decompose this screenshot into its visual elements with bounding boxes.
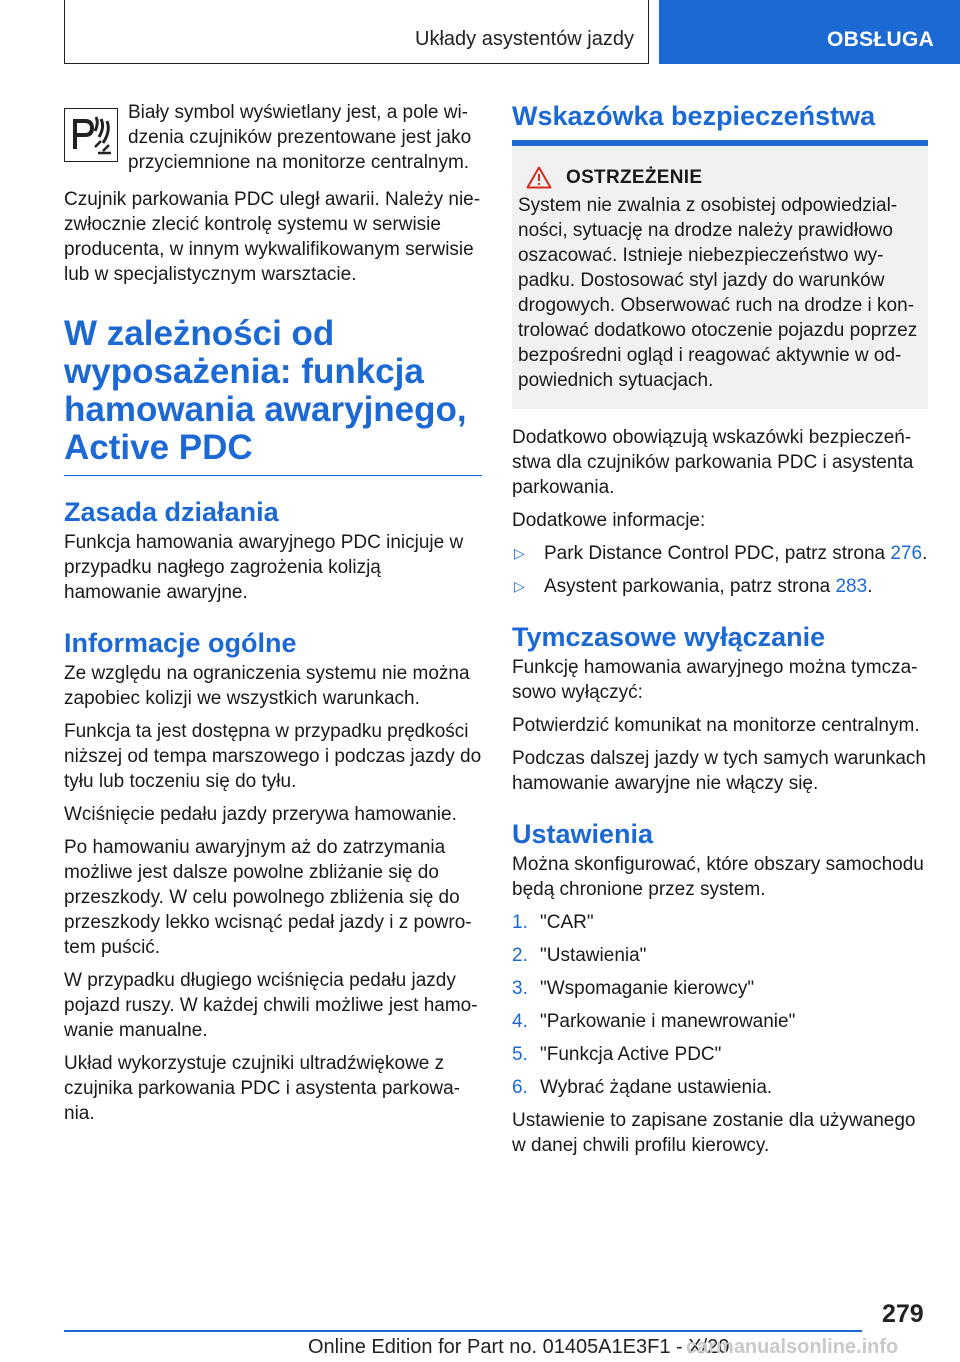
pdc-sensor-icon (64, 108, 118, 162)
step-item: 4. "Parkowanie i manewrowanie" (512, 1011, 796, 1032)
fault-paragraph: Czujnik parkowania PDC uległ awarii. Należy nie-zwłocznie zlecić kontrolę systemu w serwisie producenta, w innym wykwalifikowanym serwisie lub w specjalistycznym warsztacie. (64, 189, 481, 285)
pdc-symbol-text: Biały symbol wyświetlany jest, a pole wi-dzenia czujników prezentowane jest jako przyciemnione na monitorze centralnym. (128, 102, 472, 173)
watermark: carmanualsonline.info (686, 1336, 899, 1358)
heading-principle: Zasada działania (64, 497, 279, 527)
list-item: ▷ Asystent parkowania, patrz strona 283. (514, 576, 873, 597)
general-paragraph-1: Ze względu na ograniczenia systemu nie można zapobiec kolizji we wszystkich warunkach. (64, 663, 470, 709)
warning-label: OSTRZEŻENIE (566, 166, 703, 188)
right-column (512, 100, 928, 1166)
step-item: 2. "Ustawienia" (512, 945, 647, 966)
left-column (64, 100, 482, 1134)
footer-edition: Online Edition for Part no. 01405A1E3F1 - X/20 (308, 1336, 730, 1358)
header-box (64, 0, 649, 64)
step-item: 1. "CAR" (512, 912, 594, 933)
main-heading: W zależności od wyposażenia: funkcja hamowania awaryjnego, Active PDC (64, 315, 482, 476)
additional-info-label: Dodatkowe informacje: (512, 510, 706, 531)
heading-temporary-off: Tymczasowe wyłączanie (512, 622, 826, 652)
section-title: Układy asystentów jazdy (415, 28, 634, 50)
step-item: 3. "Wspomaganie kierowcy" (512, 978, 755, 999)
extra-safety-paragraph: Dodatkowo obowiązują wskazówki bezpieczeń-stwa dla czujników parkowania PDC i asystenta parkowania. (512, 427, 914, 498)
list-item: ▷ Park Distance Control PDC, patrz strona 276. (514, 543, 928, 564)
step-item: 5. "Funkcja Active PDC" (512, 1044, 722, 1065)
warning-text: System nie zwalnia z osobistej odpowiedzial-ności, sytuację na drodze należy prawidłowo oszacować. Istnieje niebezpieczeństwo wy-padku. Dostosować styl jazdy do warunków drogowych. Obserwować ruch na drodze i kon-trolować dodatkowo otoczenie pojazdu poprzez bezpośredni ogląd i reagować aktywnie w od-powiednich sytuacjach. (518, 195, 918, 391)
temp-paragraph-1: Funkcję hamowania awaryjnego można tymcza-sowo wyłączyć: (512, 657, 918, 703)
triangle-bullet-icon: ▷ (514, 545, 525, 561)
step-item: 6. Wybrać żądane ustawienia. (512, 1077, 773, 1098)
heading-safety: Wskazówka bezpieczeństwa (512, 100, 928, 146)
general-paragraph-5: W przypadku długiego wciśnięcia pedału jazdy pojazd ruszy. W każdej chwili możliwe jest hamo-wanie manualne. (64, 970, 478, 1041)
general-paragraph-2: Funkcja ta jest dostępna w przypadku prędkości niższej od tempa marszowego i podczas jazdy do tyłu lub toczeniu się do tyłu. (64, 721, 482, 792)
section-tab-label: OBSŁUGA (827, 28, 935, 51)
settings-paragraph: Można skonfigurować, które obszary samochodu będą chronione przez system. (512, 854, 924, 900)
settings-final-paragraph: Ustawienie to zapisane zostanie dla używanego w danej chwili profilu kierowcy. (512, 1110, 916, 1156)
temp-paragraph-2: Potwierdzić komunikat na monitorze centralnym. (512, 715, 920, 736)
principle-paragraph: Funkcja hamowania awaryjnego PDC inicjuje w przypadku nagłego zagrożenia kolizją hamowanie awaryjne. (64, 532, 464, 603)
pdc-symbol-note (64, 100, 482, 175)
heading-general-info: Informacje ogólne (64, 628, 297, 658)
warning-triangle-icon (526, 166, 552, 189)
general-paragraph-4: Po hamowaniu awaryjnym aż do zatrzymania możliwe jest dalsze powolne zbliżanie się do przeszkody. W celu powolnego zbliżenia się do przeszkody lekko wcisnąć pedał jazdy i z powro-tem puścić. (64, 837, 472, 958)
page-link-283[interactable]: 283 (835, 576, 868, 597)
page-number: 279 (882, 1300, 924, 1328)
section-tab[interactable] (659, 0, 960, 64)
footer-divider (64, 1330, 862, 1332)
general-paragraph-3: Wciśnięcie pedału jazdy przerywa hamowanie. (64, 804, 457, 825)
triangle-bullet-icon: ▷ (514, 578, 525, 594)
general-paragraph-6: Układ wykorzystuje czujniki ultradźwiękowe z czujnika parkowania PDC i asystenta parkowa-nia. (64, 1053, 461, 1124)
heading-settings: Ustawienia (512, 819, 654, 849)
temp-paragraph-3: Podczas dalszej jazdy w tych samych warunkach hamowanie awaryjne nie włączy się. (512, 748, 926, 794)
warning-box (512, 146, 928, 409)
page-link-276[interactable]: 276 (890, 543, 923, 564)
